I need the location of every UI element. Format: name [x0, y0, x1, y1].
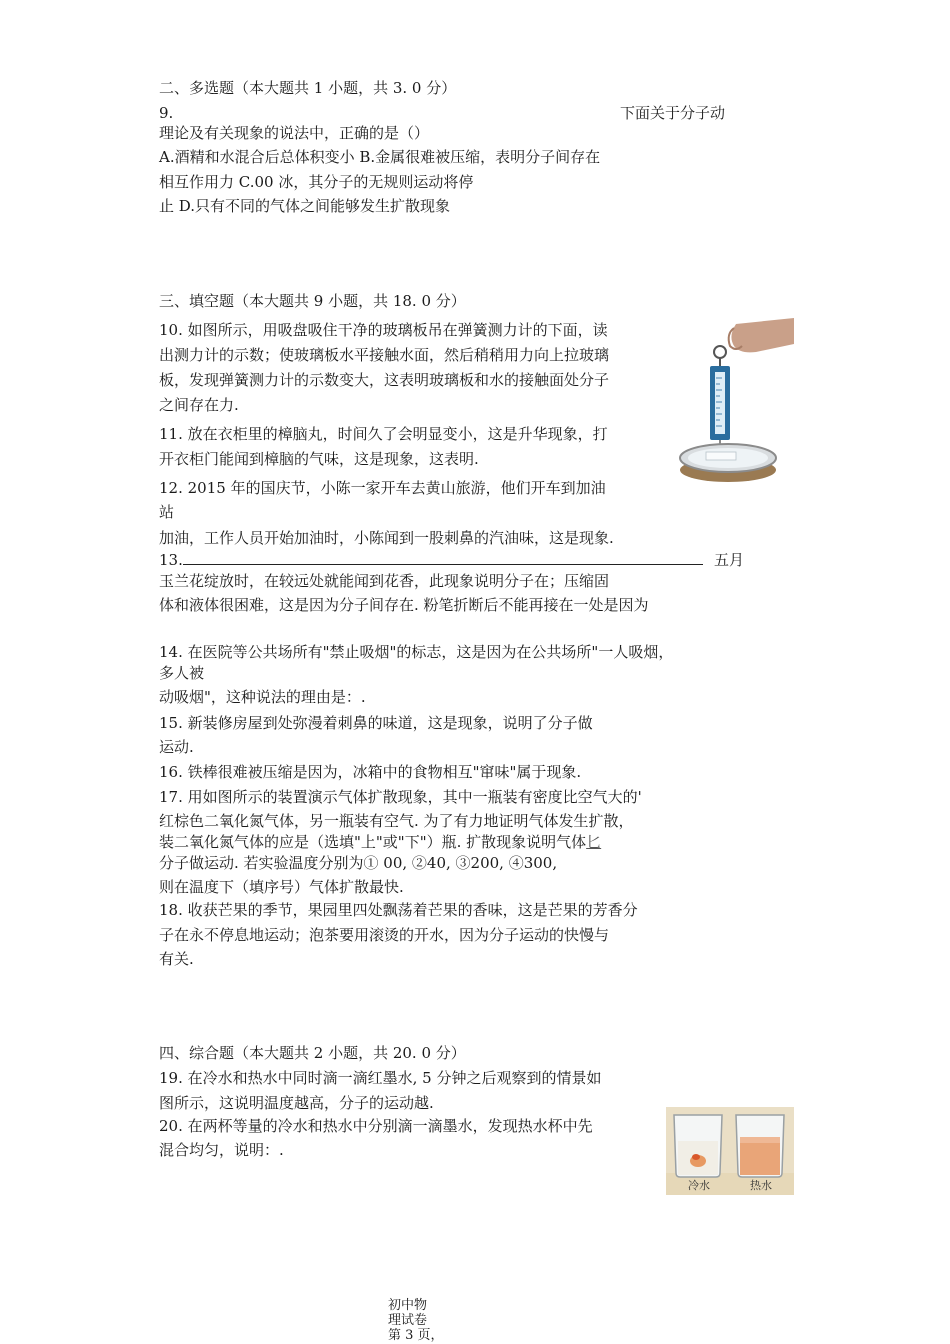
cold-water-beaker [674, 1115, 722, 1177]
hot-water-label: 热水 [750, 1179, 772, 1192]
q10-line: 板，发现弹簧测力计的示数变大，这表明玻璃板和水的接触面处分子 [159, 371, 610, 389]
q13-text-right: 五月 [714, 551, 745, 569]
q20-line: 20. 在两杯等量的冷水和热水中分别滴一滴墨水，发现热水杯中先 [159, 1117, 593, 1135]
q15-line: 运动. [159, 738, 194, 756]
q14-line: 14. 在医院等公共场所有"禁止吸烟"的标志，这是因为在公共场所"一人吸烟， [159, 643, 674, 661]
q20-line: 混合均匀，说明：. [159, 1141, 284, 1159]
q9-number: 9. [159, 104, 174, 122]
q9-text-right: 下面关于分子动 [620, 104, 726, 122]
footer-line: 初中物 [388, 1298, 428, 1313]
q17-line: 17. 用如图所示的装置演示气体扩散现象，其中一瓶装有密度比空气大的' [159, 788, 642, 806]
q11-line: 开衣柜门能闻到樟脑的气味，这是现象，这表明. [159, 450, 479, 468]
section-title-fill-blank: 三、填空题（本大题共 9 小题，共 18. 0 分） [159, 292, 466, 310]
cold-water-label: 冷水 [688, 1179, 710, 1192]
q9-line: A.酒精和水混合后总体积变小 B.金属很难被压缩，表明分子间存在 [159, 148, 601, 166]
section-title-multiple-choice: 二、多选题（本大题共 1 小题，共 3. 0 分） [159, 79, 457, 97]
q12-line: 站 [159, 503, 175, 521]
q11-line: 11. 放在衣柜里的樟脑丸，时间久了会明显变小，这是升华现象，打 [159, 425, 608, 443]
q18-line: 有关. [159, 950, 194, 968]
hot-water-beaker [736, 1115, 784, 1177]
q18-line: 18. 收获芒果的季节，果园里四处飘荡着芒果的香味，这是芒果的芳香分 [159, 901, 638, 919]
q10-line: 10. 如图所示，用吸盘吸住干净的玻璃板吊在弹簧测力计的下面，读 [159, 321, 608, 339]
q19-line: 图所示，这说明温度越高，分子的运动越. [159, 1094, 434, 1112]
q12-line: 加油，工作人员开始加油时，小陈闻到一股刺鼻的汽油味，这是现象. [159, 529, 614, 547]
q17-mark: 匕 [586, 833, 602, 851]
q13-line: 玉兰花绽放时，在较远处就能闻到花香，此现象说明分子在；压缩固 [159, 572, 610, 590]
q13-number: 13. [159, 551, 183, 569]
q17-line: 则在温度下（填序号）气体扩散最快. [159, 878, 404, 896]
q10-line: 出测力计的示数；使玻璃板水平接触水面，然后稍稍用力向上拉玻璃 [159, 346, 610, 364]
spring-scale-figure [676, 318, 794, 482]
q12-line: 12. 2015 年的国庆节，小陈一家开车去黄山旅游，他们开车到加油 [159, 479, 606, 497]
footer-page-number: 第 3 页， [388, 1328, 444, 1343]
q16-line: 16. 铁棒很难被压缩是因为，冰箱中的食物相互"窜味"属于现象. [159, 763, 582, 781]
q10-line: 之间存在力. [159, 396, 239, 414]
q19-line: 19. 在冷水和热水中同时滴一滴红墨水, 5 分钟之后观察到的情景如 [159, 1069, 602, 1087]
q14-line: 多人被 [159, 664, 205, 682]
q17-line [159, 832, 601, 852]
beakers-figure [666, 1107, 794, 1195]
q17-line: 分子做运动. 若实验温度分别为① 00, ②40, ③200, ④300, [159, 854, 558, 872]
section-title-comprehensive: 四、综合题（本大题共 2 小题，共 20. 0 分） [159, 1044, 466, 1062]
footer-line: 理试卷 [388, 1313, 428, 1328]
q13-first-line [159, 550, 703, 570]
q13-line: 体和液体很困难，这是因为分子间存在. 粉笔折断后不能再接在一处是因为 [159, 596, 649, 614]
q13-answer-blank [183, 550, 703, 565]
q9-line: 理论及有关现象的说法中，正确的是（） [159, 124, 430, 142]
q9-line: 相互作用力 C.00 冰，其分子的无规则运动将停 [159, 173, 474, 191]
q9-line: 止 D.只有不同的气体之间能够发生扩散现象 [159, 197, 451, 215]
q14-line: 动吸烟"，这种说法的理由是：. [159, 688, 366, 706]
q15-line: 15. 新装修房屋到处弥漫着刺鼻的味道，这是现象，说明了分子做 [159, 714, 593, 732]
q17-line: 红棕色二氧化氮气体，另一瓶装有空气. 为了有力地证明气体发生扩散， [159, 812, 634, 830]
q17-text: 装二氧化氮气体的应是（选填"上"或"下"）瓶. 扩散现象说明气体 [159, 833, 587, 851]
q18-line: 子在永不停息地运动；泡茶要用滚烫的开水，因为分子运动的快慢与 [159, 926, 610, 944]
